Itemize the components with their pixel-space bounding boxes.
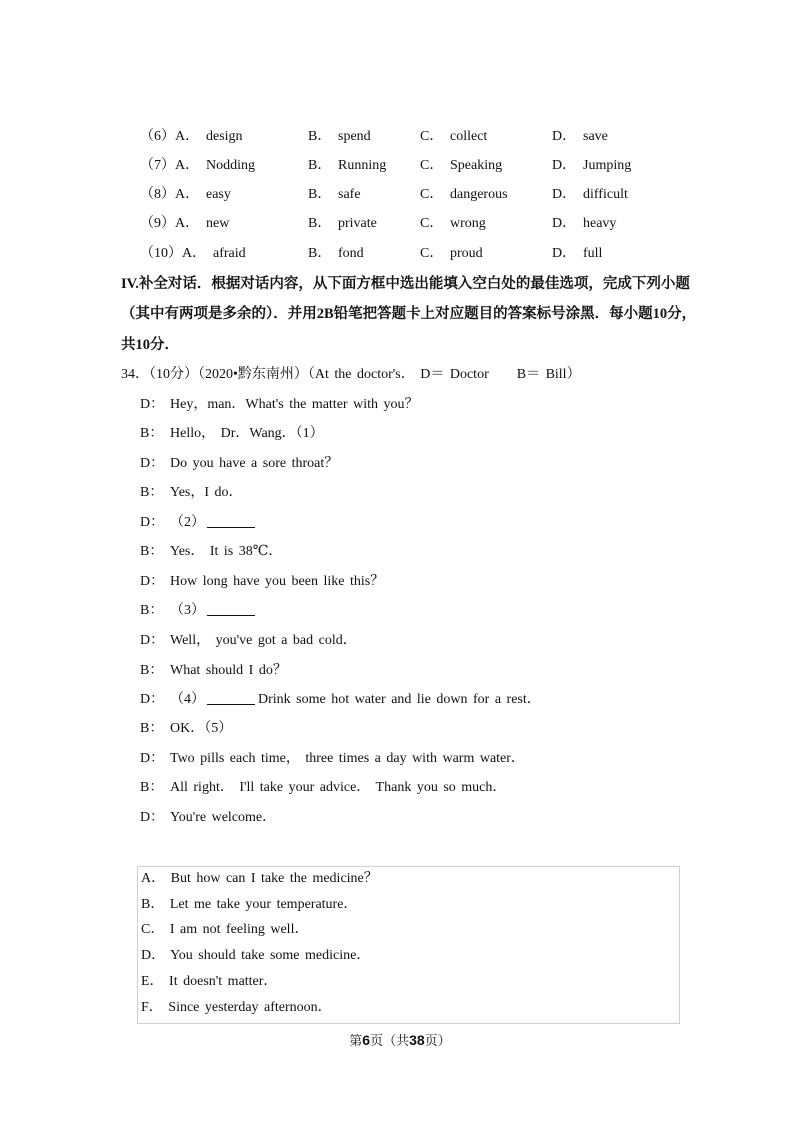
section-instruction-line-3: 共10分． [121,337,179,353]
option-item: A． But how can I take the medicine？ [141,871,378,886]
speaker: D： [140,456,165,471]
option-c: proud [450,246,483,261]
speaker: D： [140,397,165,412]
option-b-label: B． [308,246,332,261]
answer-blank[interactable] [207,601,255,616]
option-item: E． It doesn't matter． [141,974,278,989]
option-c: Speaking [450,158,503,173]
option-c-label: C． [420,187,444,202]
option-a: design [206,129,243,144]
dialogue-line [140,452,338,476]
choice-number: （8）A． [140,187,200,202]
option-b-label: B． [308,129,332,144]
speaker: D： [140,515,165,530]
speaker: D： [140,810,165,825]
speaker: B： [140,663,164,678]
option-a: Nodding [206,158,255,173]
footer-middle: 页（共 [370,1033,410,1048]
option-d: heavy [583,216,617,231]
dialogue-line [140,688,541,712]
dialogue-text-after: Drink some hot water and lie down for a rest． [258,692,541,707]
speaker: D： [140,574,165,589]
footer-suffix: 页） [424,1033,451,1048]
speaker: B： [140,603,164,618]
dialogue-text: Do you have a sore throat？ [170,456,339,471]
footer-prefix: 第 [349,1033,363,1048]
answer-blank[interactable] [207,513,255,528]
option-b-label: B． [308,158,332,173]
option-b: Running [338,158,387,173]
option-d: full [583,246,603,261]
dialogue-line [140,776,506,800]
dialogue-text: （3） [170,603,205,618]
option-d-label: D． [552,246,577,261]
speaker: D： [140,633,165,648]
dialogue-line [140,570,384,594]
dialogue-line [140,540,282,564]
options-box [137,866,680,1024]
page-footer [0,1030,800,1049]
dialogue-text: Yes． It is 38℃． [170,544,283,559]
dialogue-line [140,747,525,771]
option-d: difficult [583,187,628,202]
dialogue-text: What should I do？ [170,663,287,678]
option-a: afraid [213,246,246,261]
dialogue-text: OK．（5） [170,721,233,736]
section-instruction-line-1: IV.补全对话．根据对话内容，从下面方框中选出能填入空白处的最佳选项，完成下列小题 [121,276,690,292]
speaker: B： [140,780,164,795]
dialogue-line [140,599,258,623]
question-header: 34．（10分）（2020•黔东南州）（At the doctor's． D＝ Doctor B＝ Bill） [121,367,581,382]
choice-number: （10）A． [140,246,207,261]
choice-row [0,183,800,207]
option-a: new [206,216,230,231]
option-item: C． I am not feeling well． [141,922,309,937]
dialogue-text: （4） [170,692,205,707]
current-page-number: 6 [362,1032,371,1048]
option-a: easy [206,187,231,202]
dialogue-line [140,393,418,417]
dialogue-text: Hello， Dr．Wang．（1） [170,426,324,441]
option-c: dangerous [450,187,508,202]
option-b: fond [338,246,364,261]
section-instruction-line-2: （其中有两项是多余的）．并用2B铅笔把答题卡上对应题目的答案标号涂黑．每小题10分， [121,306,697,322]
dialogue-text: Two pills each time， three times a day with warm water． [170,751,525,766]
option-c-label: C． [420,246,444,261]
dialogue-line [140,717,232,741]
option-b: private [338,216,377,231]
option-b: spend [338,129,371,144]
option-d: Jumping [583,158,632,173]
dialogue-line [140,481,243,505]
option-d-label: D． [552,158,577,173]
option-c-label: C． [420,158,444,173]
option-d-label: D． [552,129,577,144]
speaker: B： [140,426,164,441]
speaker: D： [140,692,165,707]
option-item: D． You should take some medicine． [141,948,371,963]
dialogue-line [140,806,276,830]
dialogue-line [140,511,258,535]
option-b-label: B． [308,216,332,231]
dialogue-text: （2） [170,515,205,530]
option-b-label: B． [308,187,332,202]
option-b: safe [338,187,361,202]
choice-number: （9）A． [140,216,200,231]
choice-row [0,154,800,178]
option-item: F． Since yesterday afternoon． [141,1000,332,1015]
speaker: B： [140,544,164,559]
choice-row [0,125,800,149]
option-item: B． Let me take your temperature． [141,897,358,912]
option-c: collect [450,129,488,144]
speaker: B： [140,485,164,500]
option-d-label: D． [552,216,577,231]
speaker: D： [140,751,165,766]
dialogue-text: How long have you been like this？ [170,574,385,589]
dialogue-text: Yes，I do． [170,485,243,500]
dialogue-text: You're welcome． [170,810,277,825]
dialogue-text: All right． I'll take your advice． Thank you so much． [170,780,507,795]
dialogue-line [140,422,324,446]
total-page-number: 38 [409,1032,425,1048]
dialogue-line [140,629,357,653]
dialogue-line [140,659,287,683]
dialogue-text: Well， you've got a bad cold． [170,633,357,648]
choice-number: （6）A． [140,129,200,144]
option-c: wrong [450,216,486,231]
option-d-label: D． [552,187,577,202]
option-d: save [583,129,608,144]
choice-row [0,242,800,266]
choice-row [0,212,800,236]
dialogue-text: Hey，man．What's the matter with you？ [170,397,419,412]
speaker: B： [140,721,164,736]
choice-number: （7）A． [140,158,200,173]
option-c-label: C． [420,129,444,144]
answer-blank[interactable] [207,690,255,705]
option-c-label: C． [420,216,444,231]
